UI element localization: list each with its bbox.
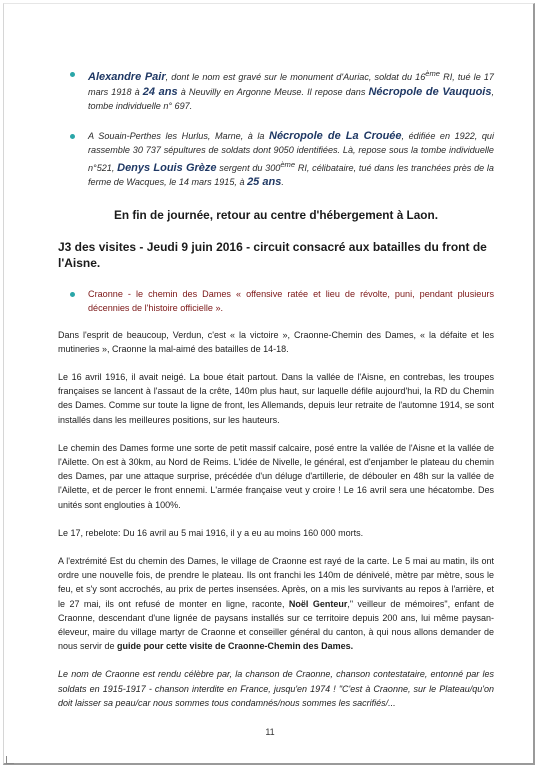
day-heading: J3 des visites - Jeudi 9 juin 2016 - circuit consacré aux batailles du front de l'Aisne. bbox=[58, 239, 487, 270]
paragraph-song: Le nom de Craonne est rendu célèbre par, la chanson de Craonne, chanson contestataire, entonné par les soldats en 1915-1917 - chanson interdite en France, jusqu'en 1974 ! "C'est à Craonne, sur le Plateau/qu'on doit laisser sa peau/car nous sommes tous condamnés/nous sommes les sacrifiés/... bbox=[58, 669, 494, 708]
bullet-dot-icon bbox=[70, 292, 75, 297]
text-run: A Souain-Perthes les Hurlus, Marne, à la bbox=[88, 130, 269, 141]
paragraph: Le 17, rebelote: Du 16 avril au 5 mai 1916, il y a eu au moins 160 000 morts. bbox=[58, 527, 364, 538]
soldier-age: 25 ans bbox=[247, 176, 282, 189]
necropole-name: Nécropole de La Crouée bbox=[269, 129, 402, 142]
text-run: Craonne - le chemin des Dames « offensive ratée et lieu de révolte, puni, pendant plusieurs décennies de l'histoire officielle ». bbox=[88, 288, 494, 314]
text-run: RI, tué le 17 mars 1918 à bbox=[88, 72, 494, 97]
text-run: . bbox=[281, 177, 284, 188]
paragraph: Le chemin des Dames forme une sorte de petit massif calcaire, posé entre la vallée de l'Aisne et la vallée de l'Ailette. On est à 30km, au Nord de Reims. L'idée de Nivelle, le général, est d'enjamber le plateau du chemin des Dames, par une attaque surprise, précédée d'un déluge d'artillerie, de débouler en 48h sur la vallée de l'Ailette, et de percer le front ennemi. L'armée française veut y croire ! Le 16 avril sera une hécatombe. Des unités sont englouties à 100%. bbox=[58, 442, 494, 510]
soldier-age: 24 ans bbox=[142, 85, 178, 98]
list-item-alexandre-pair bbox=[58, 67, 494, 114]
guide-text: guide pour cette visite de Craonne-Chemin des Dames. bbox=[117, 641, 354, 652]
bullet-dot-icon bbox=[70, 72, 75, 77]
paragraph bbox=[58, 554, 494, 653]
text-run: A l'extrémité Est du chemin des Dames, le village de Craonne est rayé de la carte. Le 5 mai au matin, ils ont ordre une nouvelle fois, de prendre le plateau. Ils ont franchi les 140m de dénivelé, mètre par mètre, sous le feu, et s'y sont accrochés, au prix de pertes insensées. Après, on a mis les survivants au repos à l'arrière, et le 27 mai, ils ont refusé de monter en ligne, raconte, bbox=[58, 556, 494, 609]
paragraph: Le 16 avril 1916, il avait neigé. La boue était partout. Dans la vallée de l'Aisne, en contrebas, les troupes françaises se lancent à l'assaut de la crête, 140m plus haut, sur laquelle défile aujourd'hui, la RD du Chemin des Dames. Comme sur toute la ligne de front, les Allemands, depuis leur retraite de l'automne 1914, se sont installés dans les meilleures positions, sur les hauteurs. bbox=[58, 371, 494, 425]
superscript: ème bbox=[425, 69, 441, 78]
superscript: ème bbox=[280, 159, 296, 169]
list-item-denys-greze bbox=[58, 129, 494, 190]
guide-name: Noël Genteur bbox=[288, 598, 348, 609]
evening-note: En fin de journée, retour au centre d'hébergement à Laon. bbox=[114, 207, 438, 222]
necropole-name: Nécropole de Vauquois bbox=[368, 85, 492, 98]
corner-mark bbox=[6, 756, 14, 764]
page-number: 11 bbox=[265, 727, 275, 737]
text-run: sergent du 300 bbox=[216, 162, 281, 173]
text-run: RI, célibataire, tué dans les tranchées près de la ferme de Wacques, le 14 mars 1915, à bbox=[88, 162, 494, 188]
soldier-name: Alexandre Pair bbox=[88, 71, 166, 84]
text-run: ," veilleur de mémoires", enfant de Craonne, descendant d'une lignée de paysans installés sur ce territoire depuis 200 ans, lui même paysan-éleveur, maire du village martyr de Craonne et conseiller général du canton, à qui nous allons demander de nous servir de bbox=[58, 598, 494, 652]
text-run: , édifiée en 1922, qui rassemble 30 737 sépultures de soldats dont 9050 identifiées. Là, repose sous la tombe individuelle n°521, bbox=[88, 130, 494, 173]
paragraph: Dans l'esprit de beaucoup, Verdun, c'est « la victoire », Craonne-Chemin des Dames, « la défaite et les mutineries », Craonne la mal-aimé des batailles de 14-18. bbox=[58, 329, 494, 354]
bullet-dot-icon bbox=[70, 134, 75, 139]
document-body bbox=[58, 62, 494, 710]
text-run: à Neuvilly en Argonne Meuse. Il repose dans bbox=[177, 86, 369, 97]
soldier-name: Denys Louis Grèze bbox=[117, 161, 217, 174]
text-run: , tombe individuelle n° 697. bbox=[88, 86, 495, 112]
text-run: , dont le nom est gravé sur le monument d'Auriac, soldat du 16 bbox=[165, 72, 426, 83]
list-item-craonne bbox=[58, 287, 494, 316]
